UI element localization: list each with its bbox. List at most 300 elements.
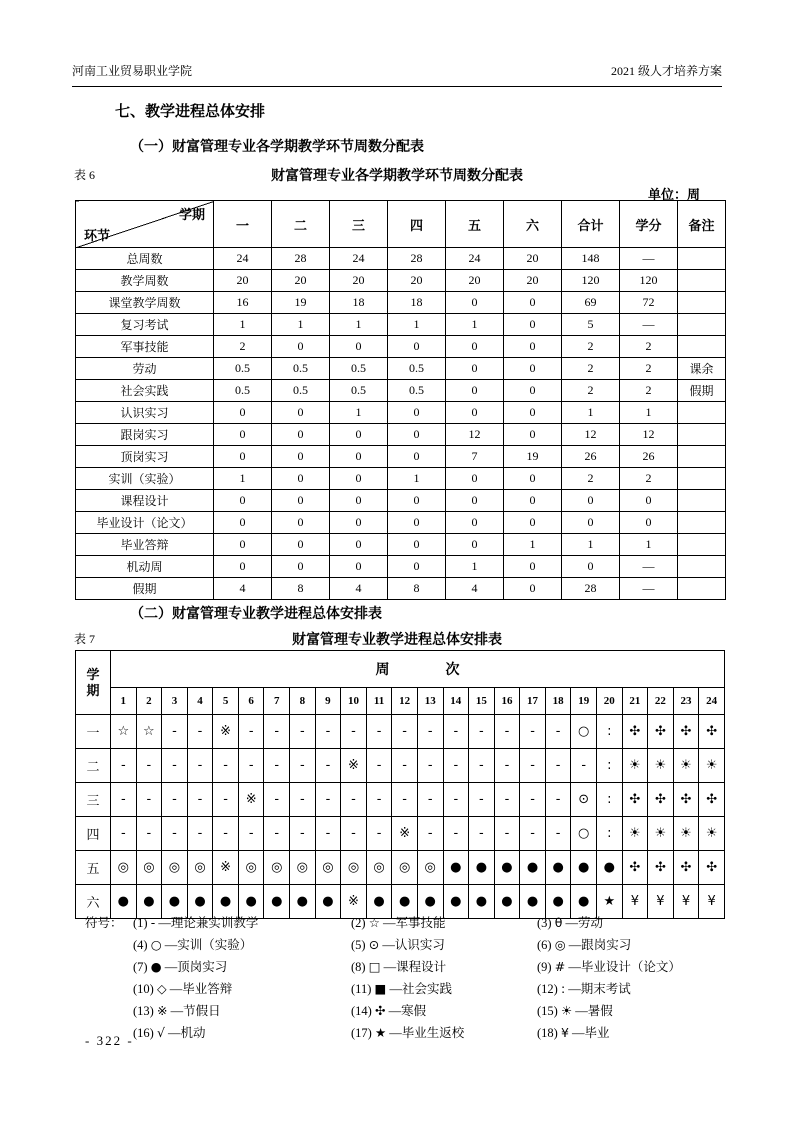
row-label: 劳动: [76, 358, 214, 380]
schedule-symbol-cell: ☀: [648, 817, 674, 851]
table7-tag: 表 7: [74, 632, 96, 646]
table-cell: 0: [272, 556, 330, 578]
column-header: 三: [330, 201, 388, 248]
row-label: 机动周: [76, 556, 214, 578]
legend-item: (10) ◇ —毕业答辩: [133, 981, 233, 996]
schedule-symbol-cell: -: [545, 715, 571, 749]
table-cell: 2: [562, 336, 620, 358]
table7-row: [76, 817, 725, 851]
table-cell: 0: [562, 490, 620, 512]
schedule-symbol-cell: ◎: [136, 851, 162, 885]
week-number: 2: [136, 688, 162, 715]
table-cell: 0: [388, 490, 446, 512]
schedule-symbol-cell: ◎: [290, 851, 316, 885]
legend-indent: [85, 934, 133, 956]
table-cell: 0.5: [330, 380, 388, 402]
table-cell: 120: [620, 270, 678, 292]
table6-row: [76, 402, 726, 424]
table-cell: 0: [388, 534, 446, 556]
schedule-symbol-cell: ●: [315, 885, 341, 919]
table-cell: 2: [562, 468, 620, 490]
table6-row: [76, 314, 726, 336]
legend-symbol: ¥: [560, 1025, 569, 1040]
schedule-symbol-cell: -: [443, 783, 469, 817]
table-cell: 1: [272, 314, 330, 336]
table-cell: 2: [620, 358, 678, 380]
row-label: 毕业答辩: [76, 534, 214, 556]
table-cell: 2: [620, 468, 678, 490]
table7-corner-cell: 学 期: [76, 651, 111, 715]
schedule-symbol-cell: ✣: [673, 783, 699, 817]
table6-row: [76, 556, 726, 578]
week-number: 10: [341, 688, 367, 715]
legend-line: [85, 978, 725, 1000]
legend-line: [85, 956, 725, 978]
schedule-symbol-cell: -: [341, 783, 367, 817]
table-cell: 20: [272, 270, 330, 292]
schedule-symbol-cell: ✣: [648, 783, 674, 817]
schedule-symbol-cell: -: [238, 817, 264, 851]
table-cell: 0.5: [388, 380, 446, 402]
schedule-symbol-cell: ☀: [673, 817, 699, 851]
table-cell: 28: [388, 248, 446, 270]
schedule-symbol-cell: ●: [366, 885, 392, 919]
legend-prefix: 符号：: [85, 916, 123, 930]
table-cell: 0: [330, 424, 388, 446]
table6-tag: 表 6: [74, 168, 96, 182]
legend-item: (7) ● —顶岗实习: [133, 959, 228, 974]
table-cell: 24: [446, 248, 504, 270]
schedule-symbol-cell: ●: [596, 851, 622, 885]
schedule-symbol-cell: -: [162, 783, 188, 817]
table-cell: 0: [214, 446, 272, 468]
table-cell: 0: [504, 314, 562, 336]
schedule-symbol-cell: ●: [571, 851, 597, 885]
row-label: 课堂教学周数: [76, 292, 214, 314]
table-cell: —: [620, 314, 678, 336]
legend-symbol: ★: [374, 1025, 387, 1040]
table-cell: [678, 270, 726, 292]
table-cell: 0: [272, 490, 330, 512]
table-cell: 1: [330, 314, 388, 336]
table6-row: [76, 578, 726, 600]
table-cell: [678, 424, 726, 446]
table-cell: 1: [330, 402, 388, 424]
week-number: 17: [520, 688, 546, 715]
table-cell: 20: [388, 270, 446, 292]
table-cell: 0: [214, 534, 272, 556]
table-cell: 0: [214, 512, 272, 534]
schedule-symbol-cell: ✣: [673, 851, 699, 885]
schedule-symbol-cell: ◎: [111, 851, 137, 885]
schedule-symbol-cell: ※: [238, 783, 264, 817]
legend-item: (1) - —理论兼实训教学: [133, 915, 259, 930]
schedule-symbol-cell: -: [392, 783, 418, 817]
schedule-symbol-cell: -: [520, 749, 546, 783]
schedule-symbol-cell: ☆: [136, 715, 162, 749]
table-cell: 20: [330, 270, 388, 292]
row-label: 课程设计: [76, 490, 214, 512]
table-cell: 7: [446, 446, 504, 468]
table6-row: [76, 468, 726, 490]
table-cell: [678, 402, 726, 424]
schedule-symbol-cell: -: [136, 749, 162, 783]
table-cell: 0: [272, 512, 330, 534]
table-cell: 1: [446, 314, 504, 336]
table-cell: 0.5: [272, 380, 330, 402]
table-cell: 1: [214, 468, 272, 490]
table-cell: 0: [388, 446, 446, 468]
table-cell: 1: [504, 534, 562, 556]
schedule-symbol-cell: -: [290, 715, 316, 749]
row-label: 复习考试: [76, 314, 214, 336]
legend-symbol: θ: [554, 915, 563, 930]
schedule-symbol-cell: ✣: [699, 715, 725, 749]
week-number: 9: [315, 688, 341, 715]
table-cell: 69: [562, 292, 620, 314]
schedule-symbol-cell: ¥: [699, 885, 725, 919]
schedule-symbol-cell: -: [469, 817, 495, 851]
table-cell: 0: [620, 490, 678, 512]
schedule-symbol-cell: -: [315, 749, 341, 783]
schedule-symbol-cell: ●: [443, 851, 469, 885]
table6-row: [76, 248, 726, 270]
semester-label: 六: [76, 885, 111, 919]
table-cell: 12: [562, 424, 620, 446]
table-cell: 28: [272, 248, 330, 270]
table6-unit: 单位：周: [647, 187, 700, 202]
week-number: 13: [417, 688, 443, 715]
legend-item: (8) □ —课程设计: [351, 959, 447, 974]
legend-symbol: ✣: [374, 1003, 386, 1018]
table-cell: [678, 490, 726, 512]
table-cell: 20: [504, 270, 562, 292]
table6-row: [76, 270, 726, 292]
schedule-symbol-cell: :: [596, 715, 622, 749]
semester-label: 三: [76, 783, 111, 817]
schedule-symbol-cell: ※: [341, 749, 367, 783]
table-cell: 0: [272, 402, 330, 424]
legend-item: (4) ○ —实训（实验）: [133, 937, 253, 952]
schedule-symbol-cell: -: [469, 749, 495, 783]
table-cell: 1: [562, 402, 620, 424]
table-cell: 0: [446, 490, 504, 512]
semester-label: 一: [76, 715, 111, 749]
table-cell: 1: [388, 468, 446, 490]
subsection-2-title: （二）财富管理专业教学进程总体安排表: [130, 607, 382, 622]
schedule-symbol-cell: -: [162, 715, 188, 749]
week-number: 12: [392, 688, 418, 715]
row-label: 顶岗实习: [76, 446, 214, 468]
table6-row: [76, 292, 726, 314]
schedule-symbol-cell: -: [136, 817, 162, 851]
table-cell: [678, 468, 726, 490]
schedule-symbol-cell: -: [264, 749, 290, 783]
schedule-symbol-cell: ※: [213, 715, 239, 749]
table-cell: 0: [388, 512, 446, 534]
table-cell: 0: [272, 424, 330, 446]
table-cell: —: [620, 248, 678, 270]
table-cell: 8: [388, 578, 446, 600]
schedule-symbol-cell: ☀: [648, 749, 674, 783]
table6-row: [76, 446, 726, 468]
table-cell: 1: [620, 534, 678, 556]
week-number: 8: [290, 688, 316, 715]
schedule-symbol-cell: ●: [238, 885, 264, 919]
table-cell: 2: [562, 358, 620, 380]
legend-line: [85, 934, 725, 956]
column-header: 二: [272, 201, 330, 248]
schedule-symbol-cell: ●: [417, 885, 443, 919]
table-cell: 0.5: [272, 358, 330, 380]
table6-row: [76, 336, 726, 358]
table-cell: —: [620, 556, 678, 578]
table6-title: 财富管理专业各学期教学环节周数分配表: [271, 169, 523, 184]
schedule-symbol-cell: -: [213, 783, 239, 817]
row-label: 教学周数: [76, 270, 214, 292]
table-cell: 4: [330, 578, 388, 600]
schedule-symbol-cell: ●: [443, 885, 469, 919]
schedule-symbol-cell: ◎: [264, 851, 290, 885]
table-cell: 0: [504, 556, 562, 578]
week-number: 21: [622, 688, 648, 715]
schedule-symbol-cell: -: [520, 783, 546, 817]
table7-header-row: [76, 651, 725, 688]
table-cell: —: [620, 578, 678, 600]
table-cell: 0: [330, 336, 388, 358]
legend-line: [85, 1000, 725, 1022]
schedule-symbol-cell: ●: [111, 885, 137, 919]
schedule-symbol-cell: -: [520, 715, 546, 749]
table-cell: 0: [330, 468, 388, 490]
table-cell: 120: [562, 270, 620, 292]
table-cell: 0: [446, 512, 504, 534]
schedule-symbol-cell: ✣: [699, 783, 725, 817]
week-number: 14: [443, 688, 469, 715]
table7-title: 财富管理专业教学进程总体安排表: [292, 633, 502, 648]
legend-item: (13) ※ —节假日: [133, 1003, 221, 1018]
schedule-symbol-cell: -: [162, 749, 188, 783]
table-cell: 0: [446, 534, 504, 556]
schedule-symbol-cell: -: [111, 749, 137, 783]
schedule-symbol-cell: ●: [187, 885, 213, 919]
schedule-symbol-cell: ●: [494, 885, 520, 919]
table-cell: 2: [620, 380, 678, 402]
schedule-symbol-cell: ●: [545, 851, 571, 885]
table-cell: 0: [214, 490, 272, 512]
row-label: 假期: [76, 578, 214, 600]
legend-item: (2) ☆ —军事技能: [351, 915, 446, 930]
week-number: 24: [699, 688, 725, 715]
table-cell: 2: [620, 336, 678, 358]
table-cell: 0.5: [388, 358, 446, 380]
schedule-symbol-cell: -: [417, 817, 443, 851]
table-cell: 0: [504, 512, 562, 534]
schedule-symbol-cell: -: [213, 817, 239, 851]
section-title: 七、教学进程总体安排: [115, 104, 266, 120]
table6-body: [76, 248, 726, 600]
header-school-name: 河南工业贸易职业学院: [72, 64, 193, 78]
table6-row: [76, 534, 726, 556]
legend-item: (5) ⊙ —认识实习: [351, 937, 445, 952]
schedule-symbol-cell: ※: [392, 817, 418, 851]
table-cell: 19: [272, 292, 330, 314]
table-cell: 0: [504, 358, 562, 380]
schedule-symbol-cell: -: [366, 749, 392, 783]
schedule-symbol-cell: -: [494, 817, 520, 851]
week-number: 11: [366, 688, 392, 715]
table-cell: 0: [504, 490, 562, 512]
weeks-distribution-table: [75, 200, 726, 600]
table-cell: [678, 292, 726, 314]
legend-symbol: ■: [374, 981, 387, 996]
schedule-symbol-cell: -: [366, 817, 392, 851]
schedule-symbol-cell: ✣: [648, 715, 674, 749]
schedule-symbol-cell: -: [111, 783, 137, 817]
table-cell: 0: [620, 512, 678, 534]
legend-symbol: ☆: [368, 915, 380, 930]
legend-line: [85, 912, 725, 934]
table-cell: 26: [620, 446, 678, 468]
table6-caption: [72, 165, 722, 185]
table-cell: 0: [272, 446, 330, 468]
table-cell: [678, 534, 726, 556]
schedule-symbol-cell: :: [596, 783, 622, 817]
schedule-symbol-cell: -: [290, 817, 316, 851]
legend-symbol: ◎: [554, 937, 566, 952]
legend-item: (11) ■ —社会实践: [351, 981, 452, 996]
table-cell: 20: [504, 248, 562, 270]
table-cell: 0: [504, 468, 562, 490]
week-number: 23: [673, 688, 699, 715]
schedule-symbol-cell: -: [162, 817, 188, 851]
semester-label: 二: [76, 749, 111, 783]
row-label: 毕业设计（论文）: [76, 512, 214, 534]
column-header: 五: [446, 201, 504, 248]
schedule-symbol-cell: ●: [162, 885, 188, 919]
legend-symbol: ※: [156, 1003, 168, 1018]
table-cell: 28: [562, 578, 620, 600]
schedule-symbol-cell: -: [469, 715, 495, 749]
schedule-symbol-cell: ☀: [622, 817, 648, 851]
table-cell: [678, 556, 726, 578]
row-label: 社会实践: [76, 380, 214, 402]
week-number: 1: [111, 688, 137, 715]
schedule-symbol-cell: ◎: [366, 851, 392, 885]
table-cell: 0: [272, 534, 330, 556]
table-cell: 1: [620, 402, 678, 424]
header-plan-name: 2021 级人才培养方案: [610, 64, 722, 78]
schedule-symbol-cell: -: [238, 749, 264, 783]
week-number: 20: [596, 688, 622, 715]
schedule-symbol-cell: -: [213, 749, 239, 783]
table-cell: 0: [504, 424, 562, 446]
column-header: 学分: [620, 201, 678, 248]
table7-caption: [72, 629, 722, 649]
schedule-symbol-cell: -: [264, 817, 290, 851]
schedule-symbol-cell: ●: [136, 885, 162, 919]
schedule-symbol-cell: -: [494, 749, 520, 783]
schedule-symbol-cell: -: [545, 817, 571, 851]
schedule-symbol-cell: ✣: [622, 851, 648, 885]
schedule-symbol-cell: -: [366, 783, 392, 817]
subsection-1-title: （一）财富管理专业各学期教学环节周数分配表: [130, 140, 424, 155]
schedule-symbol-cell: -: [136, 783, 162, 817]
legend-symbol: ◇: [156, 981, 167, 996]
table-cell: 0.5: [214, 380, 272, 402]
schedule-symbol-cell: -: [417, 749, 443, 783]
table-cell: 20: [214, 270, 272, 292]
table-cell: 0: [446, 358, 504, 380]
schedule-symbol-cell: -: [315, 817, 341, 851]
table-cell: 0.5: [330, 358, 388, 380]
legend-symbol: ☀: [560, 1003, 573, 1018]
legend-indent: [85, 978, 133, 1000]
schedule-symbol-cell: -: [392, 749, 418, 783]
column-header: 备注: [678, 201, 726, 248]
schedule-symbol-cell: -: [545, 749, 571, 783]
schedule-symbol-cell: ☀: [622, 749, 648, 783]
table-cell: [678, 314, 726, 336]
schedule-symbol-cell: ※: [213, 851, 239, 885]
table-cell: 1: [214, 314, 272, 336]
table-cell: 2: [562, 380, 620, 402]
schedule-symbol-cell: :: [596, 749, 622, 783]
schedule-symbol-cell: ●: [571, 885, 597, 919]
table-cell: 72: [620, 292, 678, 314]
schedule-table: [75, 650, 725, 919]
schedule-symbol-cell: -: [443, 715, 469, 749]
schedule-symbol-cell: ¥: [673, 885, 699, 919]
schedule-symbol-cell: -: [187, 783, 213, 817]
table-cell: 0: [504, 336, 562, 358]
legend-symbol: -: [150, 915, 156, 930]
week-number: 19: [571, 688, 597, 715]
schedule-symbol-cell: -: [392, 715, 418, 749]
schedule-symbol-cell: -: [469, 783, 495, 817]
row-label: 军事技能: [76, 336, 214, 358]
page-header: [72, 62, 722, 87]
table-cell: 假期: [678, 380, 726, 402]
table-cell: 0: [214, 424, 272, 446]
table7-row: [76, 715, 725, 749]
schedule-symbol-cell: -: [264, 715, 290, 749]
table6-row: [76, 380, 726, 402]
column-header: 合计: [562, 201, 620, 248]
legend-symbol: √: [156, 1025, 165, 1040]
table-cell: 0: [446, 380, 504, 402]
schedule-symbol-cell: ¥: [622, 885, 648, 919]
schedule-symbol-cell: -: [417, 715, 443, 749]
schedule-symbol-cell: ☆: [111, 715, 137, 749]
week-header-cell: 周 次: [111, 651, 725, 688]
table-cell: 4: [446, 578, 504, 600]
table-cell: 1: [446, 556, 504, 578]
table-cell: 0: [388, 556, 446, 578]
table-cell: 0: [446, 468, 504, 490]
column-header: 四: [388, 201, 446, 248]
table-cell: 0: [562, 556, 620, 578]
week-number: 3: [162, 688, 188, 715]
table-cell: 0: [330, 556, 388, 578]
legend-indent: [85, 956, 133, 978]
table-cell: 0: [504, 578, 562, 600]
table-cell: 0.5: [214, 358, 272, 380]
table-cell: 0: [330, 534, 388, 556]
table-cell: 0: [330, 490, 388, 512]
legend-item: (18) ¥ —毕业: [537, 1025, 610, 1040]
schedule-symbol-cell: ●: [520, 885, 546, 919]
